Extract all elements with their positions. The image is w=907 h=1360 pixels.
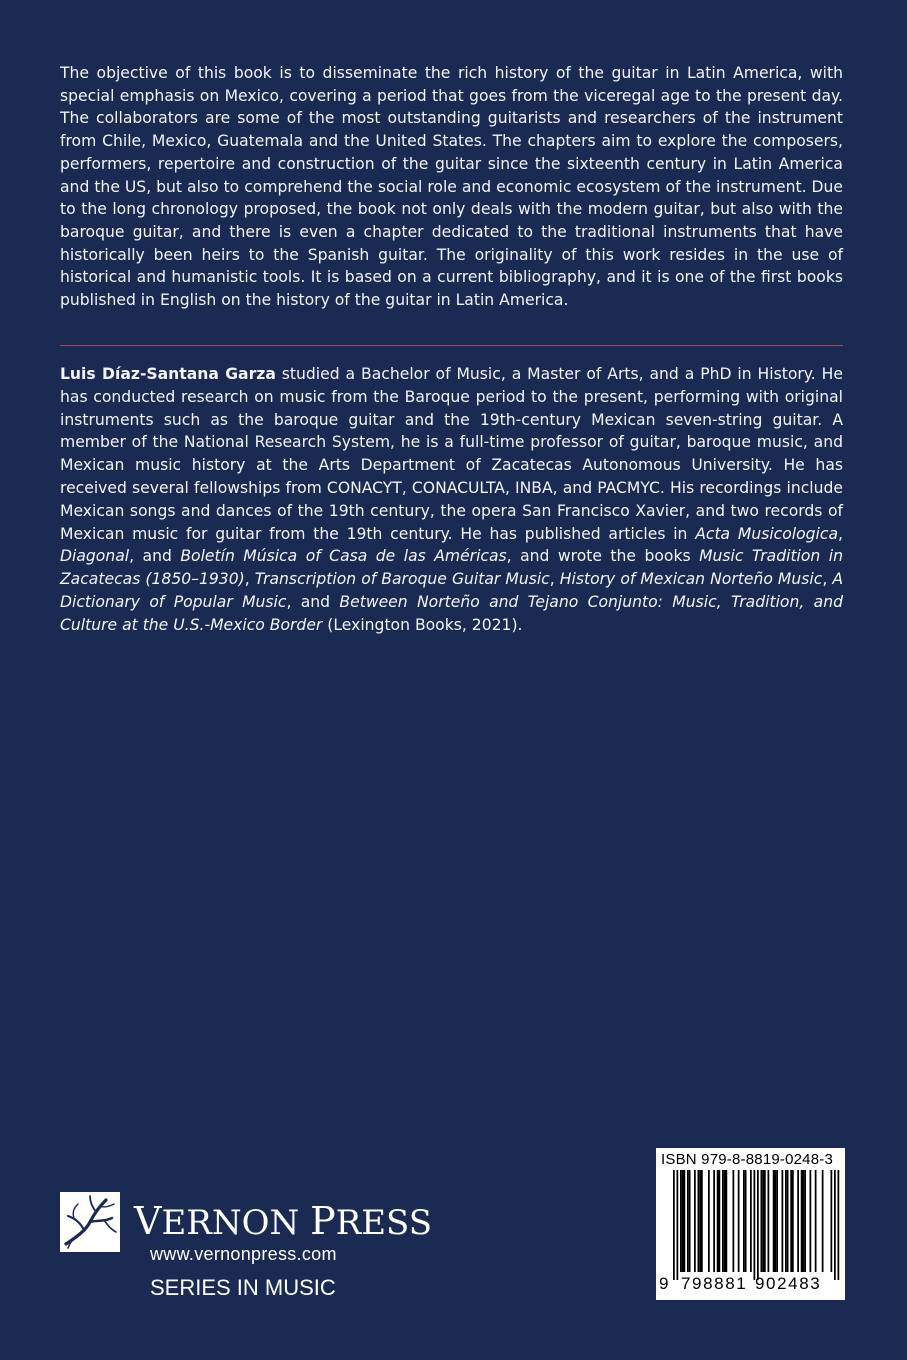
- barcode-bar: [801, 1170, 803, 1272]
- barcode-bar: [762, 1170, 764, 1272]
- barcode-bar: [713, 1170, 715, 1272]
- barcode-bar: [838, 1170, 840, 1280]
- barcode-bar: [743, 1170, 745, 1272]
- barcode-bar: [773, 1170, 775, 1272]
- barcode-bar: [754, 1170, 756, 1280]
- book-title: A Dictionary of Popular Music: [60, 570, 844, 611]
- barcode-bar: [768, 1170, 770, 1272]
- barcode-bar: [673, 1170, 675, 1280]
- barcode-bar: [750, 1170, 752, 1272]
- journal-title: Diagonal: [60, 547, 130, 566]
- journal-title: Boletín Música of Casa de las Américas: [180, 547, 507, 566]
- barcode-bar: [792, 1170, 794, 1272]
- barcode-bar: [776, 1170, 778, 1272]
- barcode-bar: [764, 1170, 766, 1272]
- barcode-bar: [738, 1170, 740, 1272]
- barcode-bar: [689, 1170, 691, 1272]
- barcode-digits-right: 902483: [755, 1274, 822, 1293]
- barcode-bar: [822, 1170, 824, 1272]
- barcode-bar: [726, 1170, 728, 1272]
- barcode-bar: [682, 1170, 684, 1272]
- bio-text: , and: [129, 547, 181, 566]
- bio-text: , and wrote the books: [506, 547, 700, 566]
- barcode-bar: [804, 1170, 806, 1272]
- barcode-bar: [722, 1170, 724, 1272]
- book-title: Between Norteño and Tejano Conjunto: Music, Tradition, and Culture at the U.S.-Mexico Border: [60, 592, 843, 634]
- barcode-bar: [782, 1170, 784, 1272]
- barcode-bar: [719, 1170, 721, 1272]
- bio-text: (Lexington Books, 2021).: [322, 615, 523, 634]
- publisher-name: VERNON PRESS: [134, 1199, 433, 1243]
- barcode-bar: [775, 1170, 777, 1272]
- barcode-bar: [745, 1170, 747, 1272]
- isbn-label: ISBN 979-8-8819-0248-3: [661, 1151, 834, 1168]
- barcode-bar: [699, 1170, 701, 1272]
- barcode-bar: [815, 1170, 817, 1272]
- barcode-bar: [834, 1170, 836, 1280]
- barcode-digits-left: 798881: [681, 1274, 748, 1293]
- barcode-bar: [698, 1170, 700, 1272]
- barcode-bar: [790, 1170, 792, 1272]
- barcode-bar: [694, 1170, 696, 1272]
- section-divider: [60, 345, 843, 346]
- book-title: History of Mexican Norteño Music: [559, 570, 823, 589]
- barcode-bar: [680, 1170, 682, 1272]
- barcode-bar: [717, 1170, 719, 1272]
- barcode-bar: [708, 1170, 710, 1272]
- book-title: Transcription of Baroque Guitar Music: [254, 570, 550, 589]
- barcode-bar: [803, 1170, 805, 1272]
- publisher-logo: [60, 1192, 120, 1252]
- tree-branch-icon: [60, 1192, 120, 1252]
- barcode-bar: [687, 1170, 689, 1272]
- bio-text: , and: [286, 592, 340, 611]
- bio-text: ,: [244, 570, 255, 589]
- barcode-bar: [787, 1170, 789, 1272]
- barcode-bar: [785, 1170, 787, 1272]
- barcode-bar: [724, 1170, 726, 1272]
- book-description: The objective of this book is to disseminate the rich history of the guitar in Latin America, with special emphasis on Mexico, covering a period that goes from the viceregal age to the present day. The collaborators are some of the most outstanding guitarists and researchers of the instrument from Chile, Mexico, Guatemala and the United States. The chapters aim to explore the composers, performers, repertoire and construction of the guitar since the sixteenth century in Latin America and the US, but also to comprehend the social role and economic ecosystem of the instrument. Due to the long chronology proposed, the book not only deals with the modern guitar, but also with the baroque guitar, and there is even a chapter dedicated to the traditional instruments that have historically been heirs to the Spanish guitar. The originality of this work resides in the use of historical and humanistic tools. It is based on a current bibliography, and it is one of the first books published in English on the history of the guitar in Latin America.: [60, 64, 843, 310]
- bio-text: studied a Bachelor of Music, a Master of Arts, and a PhD in History. He has conducted research on music from the Baroque period to the present, performing with original instruments such as the baroque guitar and the 19th-century Mexican seven-string guitar. A member of the National Research System, he is a full-time professor of guitar, baroque music, and Mexican music history at the Arts Department of Zacatecas Autonomous University. He has received several fellowships from CONACYT, CONACULTA, INBA, and PACMYC. His recordings include Mexican songs and dances of the 19th century, the opera San Francisco Xavier, and two records of Mexican music for guitar from the 19th century. He has published articles in: [60, 365, 843, 543]
- bio-text: ,: [822, 570, 833, 589]
- barcode-bar: [761, 1170, 763, 1272]
- bio-text: ,: [838, 524, 843, 543]
- author-bio: [60, 363, 843, 637]
- series-name: SERIES IN MUSIC: [150, 1275, 336, 1300]
- book-title: Music Tradition in Zacatecas (1850–1930): [60, 547, 843, 589]
- barcode-bar: [733, 1170, 735, 1272]
- barcode-bar: [810, 1170, 812, 1272]
- barcode-bar: [677, 1170, 679, 1280]
- barcode-bar: [701, 1170, 703, 1272]
- barcode-bar: [831, 1170, 833, 1272]
- bio-text: ,: [549, 570, 560, 589]
- author-name: Luis Díaz-Santana Garza: [60, 365, 276, 383]
- publisher-url: www.vernonpress.com: [150, 1244, 337, 1264]
- barcode-bar: [757, 1170, 759, 1280]
- journal-title: Acta Musicologica: [695, 524, 839, 543]
- barcode-bar: [684, 1170, 686, 1272]
- barcode-digit-first: 9: [659, 1274, 669, 1293]
- barcode-bar: [797, 1170, 799, 1272]
- isbn-barcode: [656, 1148, 845, 1300]
